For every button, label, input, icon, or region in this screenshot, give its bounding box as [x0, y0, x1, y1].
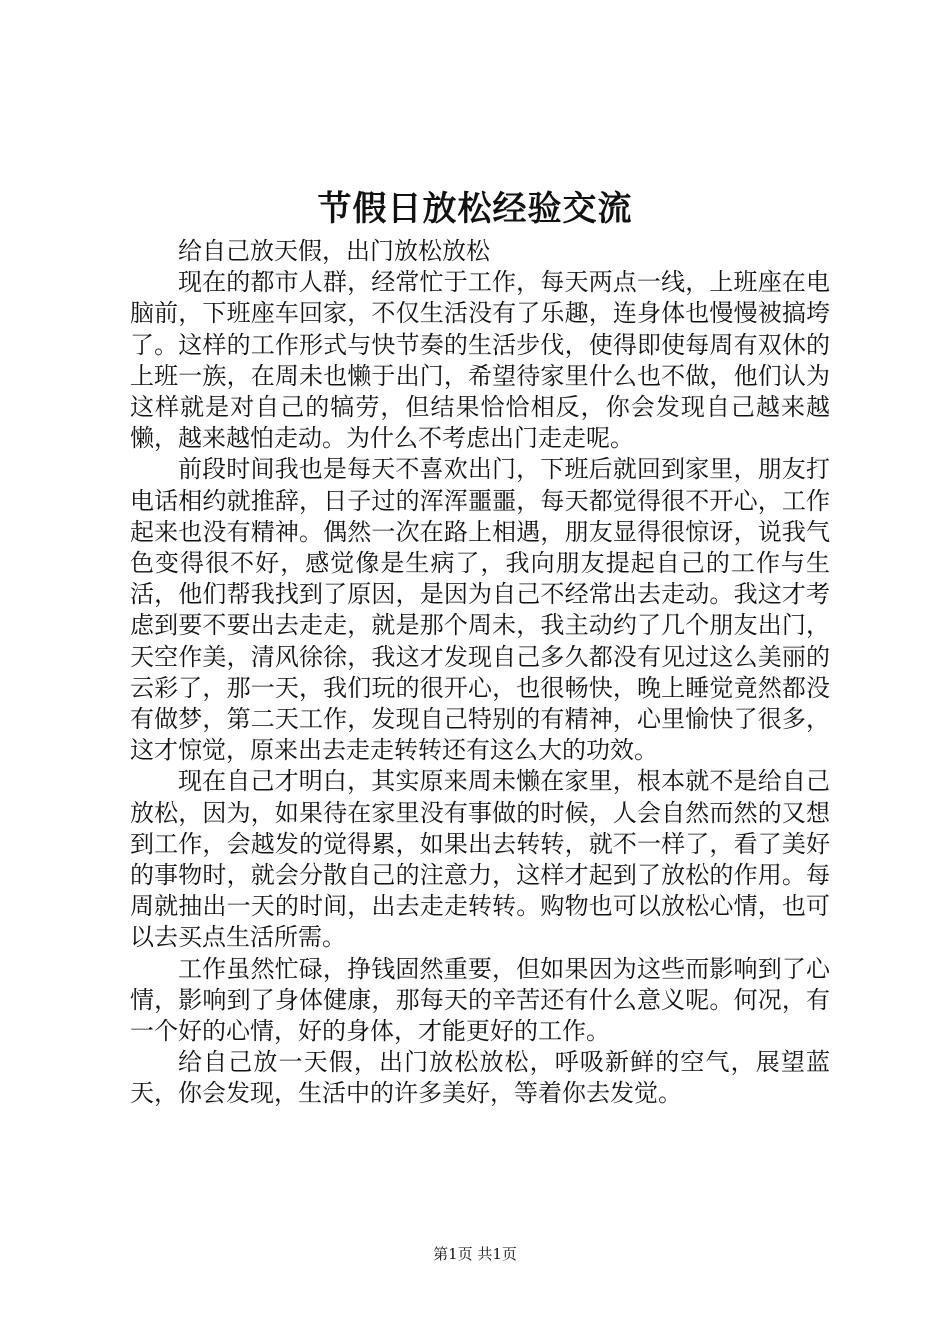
- page-number-footer: 第1页 共1页: [433, 1245, 517, 1263]
- paragraph-3: 现在自己才明白，其实原来周未懒在家里，根本就不是给自己放松，因为，如果待在家里没有事做的时候，人会自然而然的又想到工作，会越发的觉得累，如果出去转转，就不一样了，看了美好的事物时，就会分散自己的注意力，这样才起到了放松的作用。每周就抽出一天的时间，出去走走转转。购物也可以放松心情，也可以去买点生活所需。: [130, 767, 830, 952]
- document-title: 节假日放松经验交流: [317, 189, 633, 229]
- paragraph-4: 工作虽然忙碌，挣钱固然重要，但如果因为这些而影响到了心情，影响到了身体健康，那每天的辛苦还有什么意义呢。何况，有一个好的心情，好的身体，才能更好的工作。: [130, 954, 830, 1046]
- paragraph-1: 现在的都市人群，经常忙于工作，每天两点一线，上班座在电脑前，下班座车回家，不仅生活没有了乐趣，连身体也慢慢被搞垮了。这样的工作形式与快节奏的生活步伐，使得即使每周有双休的上班一族，在周未也懒于出门，希望待家里什么也不做，他们认为这样就是对自己的犒劳，但结果恰恰相反，你会发现自己越来越懒，越来越怕走动。为什么不考虑出门走走呢。: [130, 268, 830, 453]
- paragraph-5: 给自己放一天假，出门放松放松，呼吸新鲜的空气，展望蓝天，你会发现，生活中的许多美好，等着你去发觉。: [130, 1048, 830, 1108]
- document-body: [130, 236, 830, 1110]
- paragraph-2: 前段时间我也是每天不喜欢出门，下班后就回到家里，朋友打电话相约就推辞，日子过的浑浑噩噩，每天都觉得很不开心，工作起来也没有精神。偶然一次在路上相遇，朋友显得很惊讶，说我气色变得很不好，感觉像是生病了，我向朋友提起自己的工作与生活，他们帮我找到了原因，是因为自己不经常出去走动。我这才考虑到要不要出去走走，就是那个周未，我主动约了几个朋友出门，天空作美，清风徐徐，我这才发现自己多久都没有见过这么美丽的云彩了，那一天，我们玩的很开心，也很畅快，晚上睡觉竟然都没有做梦，第二天工作，发现自己特别的有精神，心里愉快了很多，这才惊觉，原来出去走走转转还有这么大的功效。: [130, 455, 830, 765]
- paragraph-subtitle: 给自己放天假，出门放松放松: [178, 237, 490, 265]
